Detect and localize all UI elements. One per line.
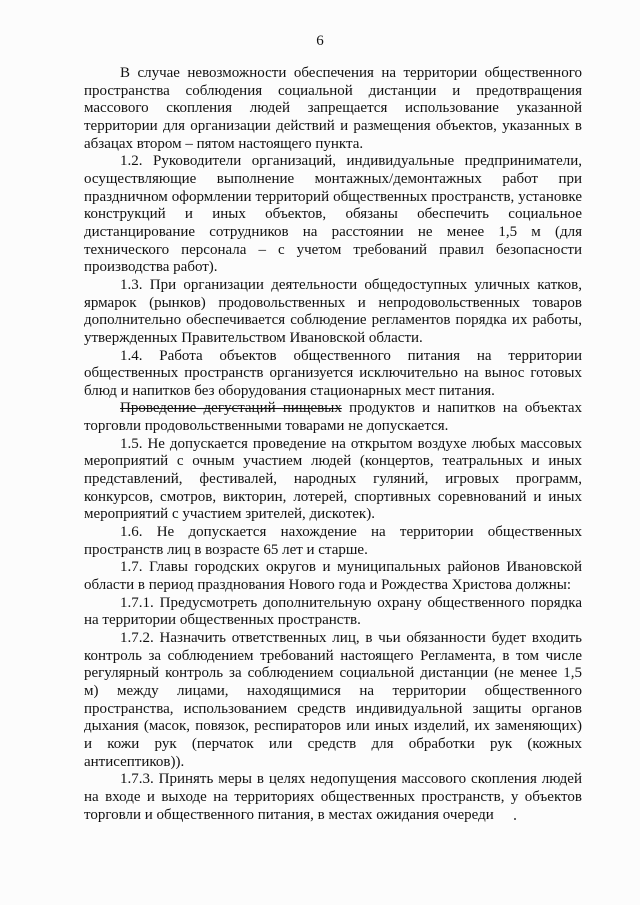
paragraph-1-7-2: 1.7.2. Назначить ответственных лиц, в чьи обязанности будет входить контроль за соблюдением требований настоящего Регламента, в том числе регулярный контроль за соблюдением социальной дистанции (не менее 1,5 м) между лицами, находящимися на территории общественного пространства, использованием средств индивидуальной защиты органов дыхания (масок, повязок, респираторов или иных изделий, их заменяющих) и кожи рук (перчаток или средств для обработки рук (кожных антисептиков)). [84, 630, 582, 770]
paragraph-1-3: 1.3. При организации деятельности общедоступных уличных катков, ярмарок (рынков) продовольственных и непродовольственных товаров дополнительно обеспечивается соблюдение регламентов порядка их работы, утвержденных Правительством Ивановской области. [84, 276, 582, 346]
paragraph-1-7-3: 1.7.3. Принять меры в целях недопущения массового скопления людей на входе и выходе на территориях общественных пространств, у объектов торговли и общественного питания, в местах ожидания очереди [84, 771, 582, 823]
paragraph-1-2: 1.2. Руководители организаций, индивидуальные предприниматели, осуществляющие выполнение монтажных/демонтажных работ при праздничном оформлении территорий общественных пространств, установке конструкций и иных объектов, обязаны обеспечить социальное дистанцирование сотрудников на расстоянии не менее 1,5 м (для технического персонала – с учетом требований правил безопасности производства работ). [84, 153, 582, 276]
struck-text: Проведение дегустаций пищевых [120, 400, 342, 417]
paragraph-intro: В случае невозможности обеспечения на территории общественного пространства соблюдения социальной дистанции и предотвращения массового скопления людей запрещается использование указанной территории для организации действий и размещения объектов, указанных в абзацах втором – пятом настоящего пункта. [84, 65, 582, 152]
paragraph-1-7-1: 1.7.1. Предусмотреть дополнительную охрану общественного порядка на территории общественных пространств. [84, 594, 582, 629]
paragraph-1-7: 1.7. Главы городских округов и муниципальных районов Ивановской области в период празднования Нового года и Рождества Христова должны: [84, 559, 582, 594]
scan-speck [514, 818, 516, 820]
document-body [84, 65, 582, 824]
page-number: 6 [316, 33, 324, 49]
paragraph-1-5: 1.5. Не допускается проведение на открытом воздухе любых массовых мероприятий с очным участием людей (концертов, театральных и иных представлений, фестивалей, народных гуляний, игровых программ, конкурсов, смотров, викторин, лотерей, спортивных соревнований и иных мероприятий с участием зрителей, дискотек). [84, 435, 582, 523]
paragraph-struck [84, 400, 582, 435]
paragraph-struck-rest: продуктов и напитков на объектах торговли продовольственными товарами не допускается. [84, 400, 582, 435]
paragraph-1-6: 1.6. Не допускается нахождение на территории общественных пространств лиц в возрасте 65 лет и старше. [84, 524, 582, 558]
paragraph-1-4: 1.4. Работа объектов общественного питания на территории общественных пространств организуется исключительно на вынос готовых блюд и напитков без оборудования стационарных мест питания. [84, 347, 582, 399]
